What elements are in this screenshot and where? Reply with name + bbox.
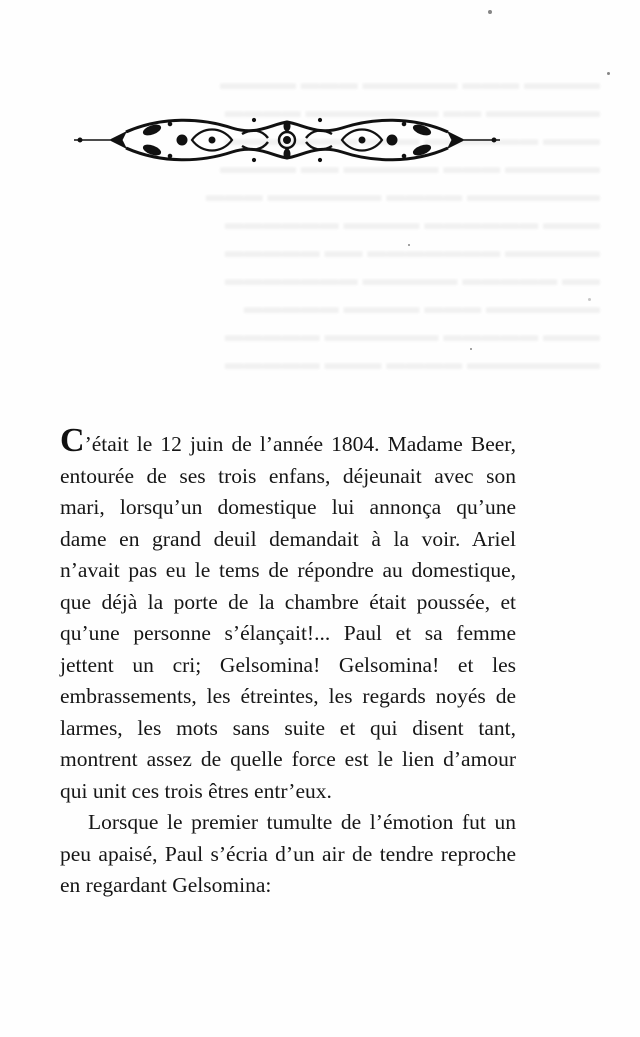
paragraph-1 — [60, 422, 516, 807]
paragraph-2-text: Lorsque le premier tumulte de l’émotion fut un peu apaisé, Paul s’écria d’un air de tendre reproche en regardant Gelsomina: — [60, 810, 516, 897]
floral-headpiece-icon — [72, 112, 502, 170]
body-text — [60, 422, 516, 902]
paragraph-1-text: ’était le 12 juin de l’année 1804. Madame Beer, entourée de ses trois enfans, déjeunait avec son mari, lorsqu’un domestique lui annonça qu’une dame en grand deuil demandait à la voir. Ariel n’avait pas eu le tems de répondre au domestique, que déjà la porte de la chambre était poussée, et qu’une personne s’élançait!... Paul et sa femme jettent un cri; Gelsomina! Gelsomina! et les embrassements, les étreintes, les regards noyés de larmes, les mots sans suite et qui disent tant, montrent assez de quelle force est le lien d’amour qui unit ces trois êtres entr’eux. — [60, 432, 516, 803]
drop-cap: C — [60, 422, 85, 459]
paragraph-2 — [60, 807, 516, 902]
scan-speck — [488, 10, 492, 14]
scan-speck — [408, 244, 410, 246]
scan-speck — [607, 72, 610, 75]
bleed-through-text: ▬▬▬▬ ▬▬▬ ▬▬▬▬▬ ▬▬▬ ▬▬▬▬ ▬▬▬▬▬▬ ▬▬ ▬▬▬▬▬▬▬ ▬▬▬▬ ▬▬▬ ▬▬▬▬▬▬ ▬▬▬ ▬▬▬▬▬▬▬ ▬▬▬▬▬ ▬▬▬ ▬▬▬▬▬ ▬▬ ▬▬▬▬ ▬▬▬▬▬▬▬ ▬▬▬▬ ▬▬▬▬▬▬ ▬▬▬ ▬▬▬ ▬▬▬▬▬▬ ▬▬▬▬ ▬▬▬▬▬▬ ▬▬▬▬▬ ▬▬▬▬▬▬▬ ▬▬ ▬▬▬▬▬ ▬▬ ▬▬▬▬▬ ▬▬▬▬▬ ▬▬▬▬▬▬▬ ▬▬▬▬▬▬ ▬▬▬ ▬▬▬▬ ▬▬▬▬▬ ▬▬▬ ▬▬▬▬▬ ▬▬▬▬▬▬ ▬▬▬▬▬ ▬▬▬▬▬▬▬ ▬▬▬▬ ▬▬▬ ▬▬▬▬▬ — [205, 73, 600, 374]
scan-speck — [588, 298, 591, 301]
scan-speck — [470, 348, 472, 350]
